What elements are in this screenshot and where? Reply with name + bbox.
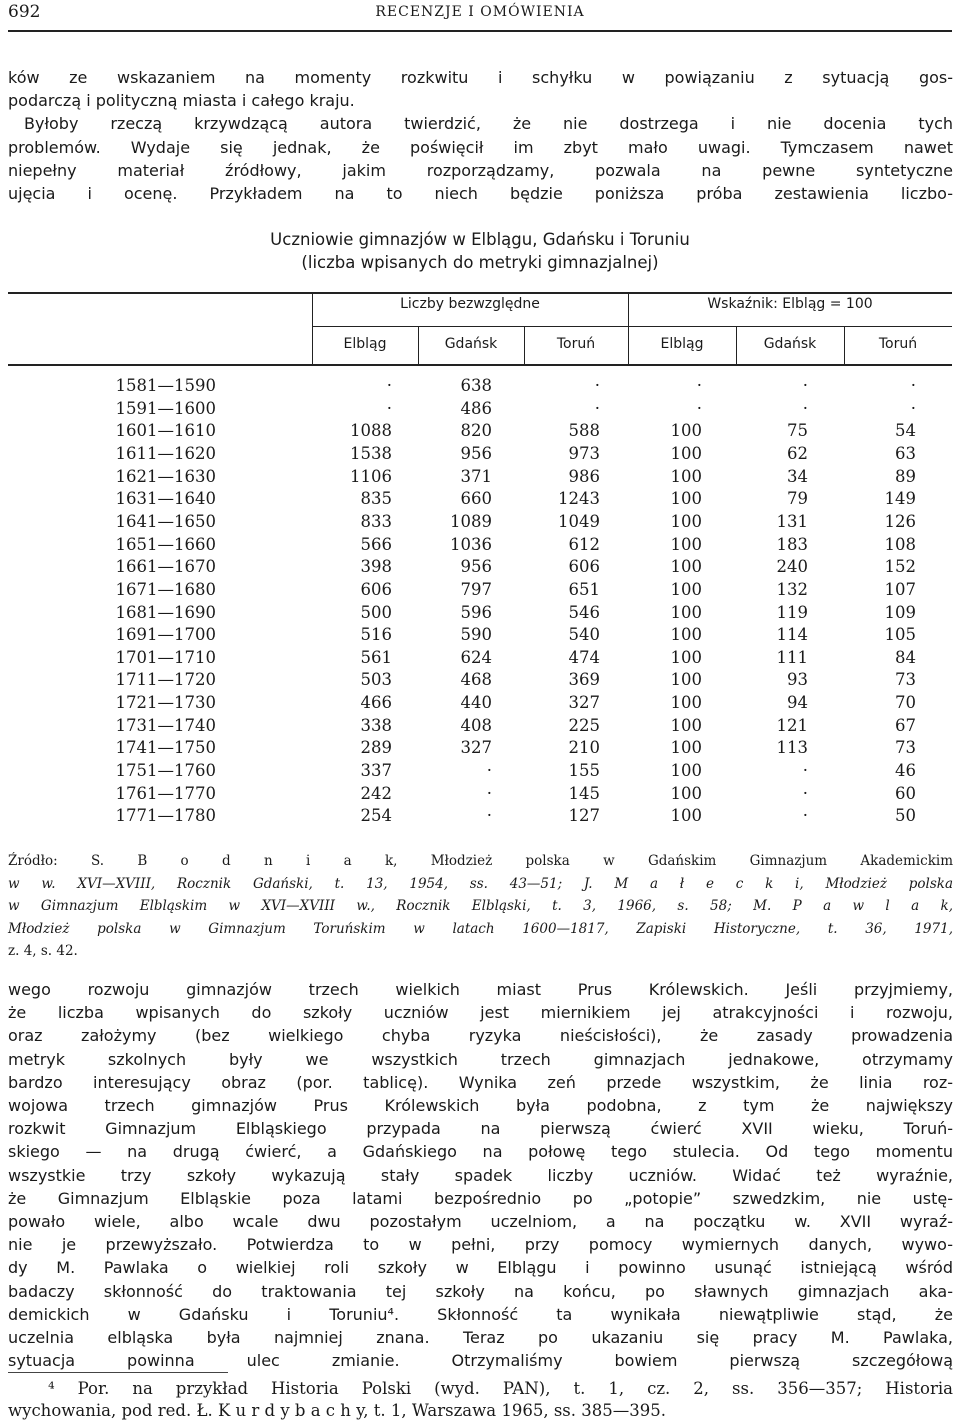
page-header [8,0,952,26]
text-line: nie je przewyższało. Potwierdza to w pełni, przy pomocy wymiernych danych, wywo- [8,1235,953,1255]
table-cell: 105 [884,625,916,645]
table-cell: 73 [895,670,916,690]
table-cell: 835 [360,489,392,509]
table-cell: 132 [776,579,808,599]
table-cell: · [486,761,492,781]
table-cell: 94 [787,693,808,713]
table-cell: 100 [670,489,702,509]
table-cell: 100 [670,421,702,441]
table-group-rule [312,326,952,327]
table-row-period: 1771—1780 [115,806,216,826]
table-cell: 337 [360,761,392,781]
table-cell: 338 [360,715,392,735]
table-cell: 111 [776,647,808,667]
table-cell: 75 [787,421,808,441]
text-line: problemów. Wydaje się jednak, że poświęcił im zbyt mało uwagi. Tymczasem nawet [8,137,953,157]
table-row-period: 1731—1740 [115,715,216,735]
table-cell: 60 [895,783,916,803]
running-title: RECENZJE I OMÓWIENIA [375,4,585,20]
table-cell: 408 [460,715,492,735]
text-line: dy M. Pawlaka o wielkiej roli szkoły w Elblągu i powinno usunąć istniejącą wśród [8,1258,953,1278]
table-cell: 100 [670,738,702,758]
group-header-absolute: Liczby bezwzględne [400,296,540,312]
column-header: Toruń [556,336,596,352]
table-cell: 100 [670,534,702,554]
table-cell: 145 [568,783,600,803]
table-cell: · [802,398,808,418]
table-cell: 986 [568,466,600,486]
table-cell: 89 [895,466,916,486]
table-header-rule [8,364,952,366]
table-cell: 500 [360,602,392,622]
text-line: rozkwit Gimnazjum Elbląskiego przypada na pierwszą ćwierć XVII wieku, Toruń- [8,1119,953,1139]
table-cell: · [386,376,392,395]
table-cell: 624 [460,647,492,667]
table-cell: 327 [568,693,600,713]
table-cell: 149 [884,489,916,509]
table-cell: 660 [460,489,492,509]
table-cell: 127 [568,806,600,826]
table-cell: 70 [895,693,916,713]
table-cell: · [910,376,916,395]
table-cell: 108 [884,534,916,554]
table-subtitle: (liczba wpisanych do metryki gimnazjalnej) [301,253,659,272]
table-cell: 114 [776,625,808,645]
table-cell: 155 [568,761,600,781]
table-cell: · [486,806,492,826]
table-cell: 34 [787,466,808,486]
table-cell: 606 [360,579,392,599]
table-cell: 651 [568,579,600,599]
table-cell: 100 [670,806,702,826]
table-cell: 1088 [350,421,392,441]
page-number: 692 [8,2,41,22]
text-line: bardzo interesujący obraz (por. tablicę). Wynika zeń przede wszystkim, że linia roz- [8,1072,953,1092]
text-line: podarczą i polityczną miasta i całego kraju. [8,91,355,111]
table-cell: 466 [360,693,392,713]
table-cell: 152 [884,557,916,577]
table-cell: 371 [460,466,492,486]
table-cell: · [802,761,808,781]
table-top-rule [8,292,952,294]
table-cell: 121 [776,715,808,735]
text-line: Byłoby rzeczą krzywdzącą autora twierdzić, że nie dostrzega i nie docenia tych [24,114,953,134]
text-line: badaczy skłonność do traktowania tej szkoły na końcu, po sławnych gimnazjach aka- [8,1281,953,1301]
table-cell: 590 [460,625,492,645]
table-row-period: 1701—1710 [115,647,216,667]
text-line: metryk szkolnych były we wszystkich trzech gimnazjach jednakowe, otrzymamy [8,1049,953,1069]
table-row-period: 1591—1600 [115,398,216,418]
text-line: że liczba wpisanych do szkoły uczniów jest miernikiem jej atrakcyjności i rozwoju, [8,1003,953,1023]
table-cell: 54 [895,421,916,441]
source-line: Źródło: S. B o d n i a k, Młodzież polska w Gdańskim Gimnazjum Akademickim [8,853,953,869]
table-cell: · [696,376,702,395]
table-source-note [8,850,953,963]
table-cell: 240 [776,557,808,577]
table-cell: 289 [360,738,392,758]
table-row-period: 1741—1750 [115,738,216,758]
text-line: ków ze wskazaniem na momenty rozkwitu i schyłku w powiązaniu z sytuacją gos- [8,68,953,87]
table-row-period: 1711—1720 [115,670,216,690]
text-line: ujęcia i ocenę. Przykładem na to niech będzie poniższa próba zestawienia liczbo- [8,184,953,204]
table-cell: 242 [360,783,392,803]
table-cell: 84 [895,647,916,667]
column-header: Elbląg [660,336,704,352]
table-cell: 973 [568,443,600,463]
table-cell: 1036 [450,534,492,554]
text-line: skiego — na drugą ćwierć, a Gdańskiego na połowę tego stulecia. Od tego momentu [8,1142,953,1162]
table-cell: 540 [568,625,600,645]
footnote-line: ⁴ Por. na przykład Historia Polski (wyd. PAN), t. 1, cz. 2, ss. 356—357; Historia [48,1379,953,1398]
table-cell: 100 [670,466,702,486]
table-cell: 100 [670,761,702,781]
footnote-rule [8,1372,228,1373]
table-cell: 50 [895,806,916,826]
table-cell: · [802,806,808,826]
table-cell: 369 [568,670,600,690]
table-cell: 606 [568,557,600,577]
table-cell: 113 [776,738,808,758]
table-cell: 63 [895,443,916,463]
table-title: Uczniowie gimnazjów w Elblągu, Gdańsku i Toruniu [270,230,690,249]
table-cell: 1089 [450,511,492,531]
table-row-period: 1681—1690 [115,602,216,622]
table-cell: · [910,398,916,418]
table-row-period: 1581—1590 [115,376,216,395]
table-cell: 833 [360,511,392,531]
table-cell: 1106 [350,466,392,486]
table-cell: 956 [460,557,492,577]
table-cell: 486 [460,398,492,418]
table-caption [0,228,960,274]
table-cell: 100 [670,511,702,531]
table-cell: 561 [360,647,392,667]
footnote [8,1378,953,1422]
table-cell: 107 [884,579,916,599]
table-cell: 46 [895,761,916,781]
table-cell: 797 [460,579,492,599]
table-cell: 93 [787,670,808,690]
table-row-period: 1691—1700 [115,625,216,645]
table-row-period: 1661—1670 [115,557,216,577]
table-cell: 596 [460,602,492,622]
table-cell: 254 [360,806,392,826]
table-cell: 100 [670,579,702,599]
table-row-period: 1601—1610 [115,421,216,441]
table-cell: 503 [360,670,392,690]
table-cell: · [594,376,600,395]
table-cell: 546 [568,602,600,622]
table-row-period: 1761—1770 [115,783,216,803]
text-line: wojowa trzech gimnazjów Prus Królewskich była podobna, z tym że największy [8,1096,953,1116]
table-cell: 100 [670,783,702,803]
text-line: sytuacja powinna ulec zmianie. Otrzymaliśmy bowiem pierwszą szczegółową [8,1351,953,1371]
table-cell: 109 [884,602,916,622]
table-cell: 566 [360,534,392,554]
text-line: wszystkie trzy szkoły wykazują stały spadek liczby uczniów. Widać też wyraźnie, [8,1165,953,1185]
table-cell: 126 [884,511,916,531]
table-cell: 1243 [558,489,600,509]
source-line: z. 4, s. 42. [8,943,78,959]
table-cell: 820 [460,421,492,441]
table-cell: 67 [895,715,916,735]
table-cell: 956 [460,443,492,463]
text-line: oraz założymy (bez wielkiego chyba ryzyka nieścisłości), że zasady prowadzenia [8,1026,953,1046]
table-row-period: 1671—1680 [115,579,216,599]
text-line: powało wiele, albo wcale dwu pozostałym uczelniom, a na początku w. XVII wyraź- [8,1212,953,1232]
body-paragraph [8,978,953,1372]
table-cell: 79 [787,489,808,509]
text-line: niepełny materiał źródłowy, jakim rozporządzamy, pozwala na pewne syntetyczne [8,160,953,180]
table-cell: 100 [670,602,702,622]
table-cell: 1049 [558,511,600,531]
source-line: w w. XVI—XVIII, Rocznik Gdański, t. 13, 1954, ss. 43—51; J. M a ł e c k i, Młodzież polska [8,875,953,892]
text-line: wego rozwoju gimnazjów trzech wielkich miast Prus Królewskich. Jeśli przyjmiemy, [8,980,953,999]
table-cell: 183 [776,534,808,554]
table-cell: · [802,783,808,803]
column-header: Gdańsk [444,336,498,352]
table-row-period: 1751—1760 [115,761,216,781]
intro-paragraph [8,66,953,205]
table-cell: 440 [460,693,492,713]
table-cell: 100 [670,693,702,713]
table-cell: 100 [670,647,702,667]
table-cell: 612 [568,534,600,554]
table-row-period: 1611—1620 [115,443,216,463]
source-line: w Gimnazjum Elbląskim w XVI—XVIII w., Rocznik Elbląski, t. 3, 1966, s. 58; M. P a w l a k, [8,898,953,914]
table-cell: 1538 [350,443,392,463]
column-header: Gdańsk [763,336,817,352]
table-cell: 516 [360,625,392,645]
table-cell: 210 [568,738,600,758]
table-cell: · [802,376,808,395]
table-cell: 62 [787,443,808,463]
text-line: demickich w Gdańsku i Toruniu⁴. Skłonność ta wynikała niewątpliwie stąd, że [8,1304,953,1324]
table-row-period: 1641—1650 [115,511,216,531]
table-cell: · [486,783,492,803]
column-header: Toruń [878,336,918,352]
table-cell: 73 [895,738,916,758]
table-cell: · [386,398,392,418]
table-row-period: 1721—1730 [115,693,216,713]
table-cell: 119 [776,602,808,622]
group-header-index: Wskaźnik: Elbląg = 100 [707,296,873,312]
table-cell: 398 [360,557,392,577]
table-cell: 474 [568,647,600,667]
text-line: uczelnia elbląska była najmniej znana. Teraz po ukazaniu się pracy M. Pawlaka, [8,1328,953,1348]
table-cell: 100 [670,443,702,463]
table-cell: 131 [776,511,808,531]
table-cell: · [696,398,702,418]
table-cell: 638 [460,376,492,395]
table-cell: 468 [460,670,492,690]
source-line: Młodzież polska w Gimnazjum Toruńskim w latach 1600—1817, Zapiski Historyczne, t. 36, 1971, [8,920,953,937]
table-row-period: 1621—1630 [115,466,216,486]
table-cell: · [594,398,600,418]
table-row-period: 1631—1640 [115,489,216,509]
column-header: Elbląg [343,336,387,352]
header-rule [8,30,952,32]
footnote-line: wychowania, pod red. Ł. K u r d y b a c h y, t. 1, Warszawa 1965, ss. 385—395. [8,1401,666,1420]
table-cell: 225 [568,715,600,735]
table-cell: 100 [670,625,702,645]
text-line: że Gimnazjum Elbląskie poza latami bezpośrednio po „potopie” szwedzkim, nie ustę- [8,1188,953,1208]
table-cell: 588 [568,421,600,441]
table-cell: 100 [670,557,702,577]
table-cell: 100 [670,670,702,690]
table-row-period: 1651—1660 [115,534,216,554]
table-cell: 100 [670,715,702,735]
table-cell: 327 [460,738,492,758]
